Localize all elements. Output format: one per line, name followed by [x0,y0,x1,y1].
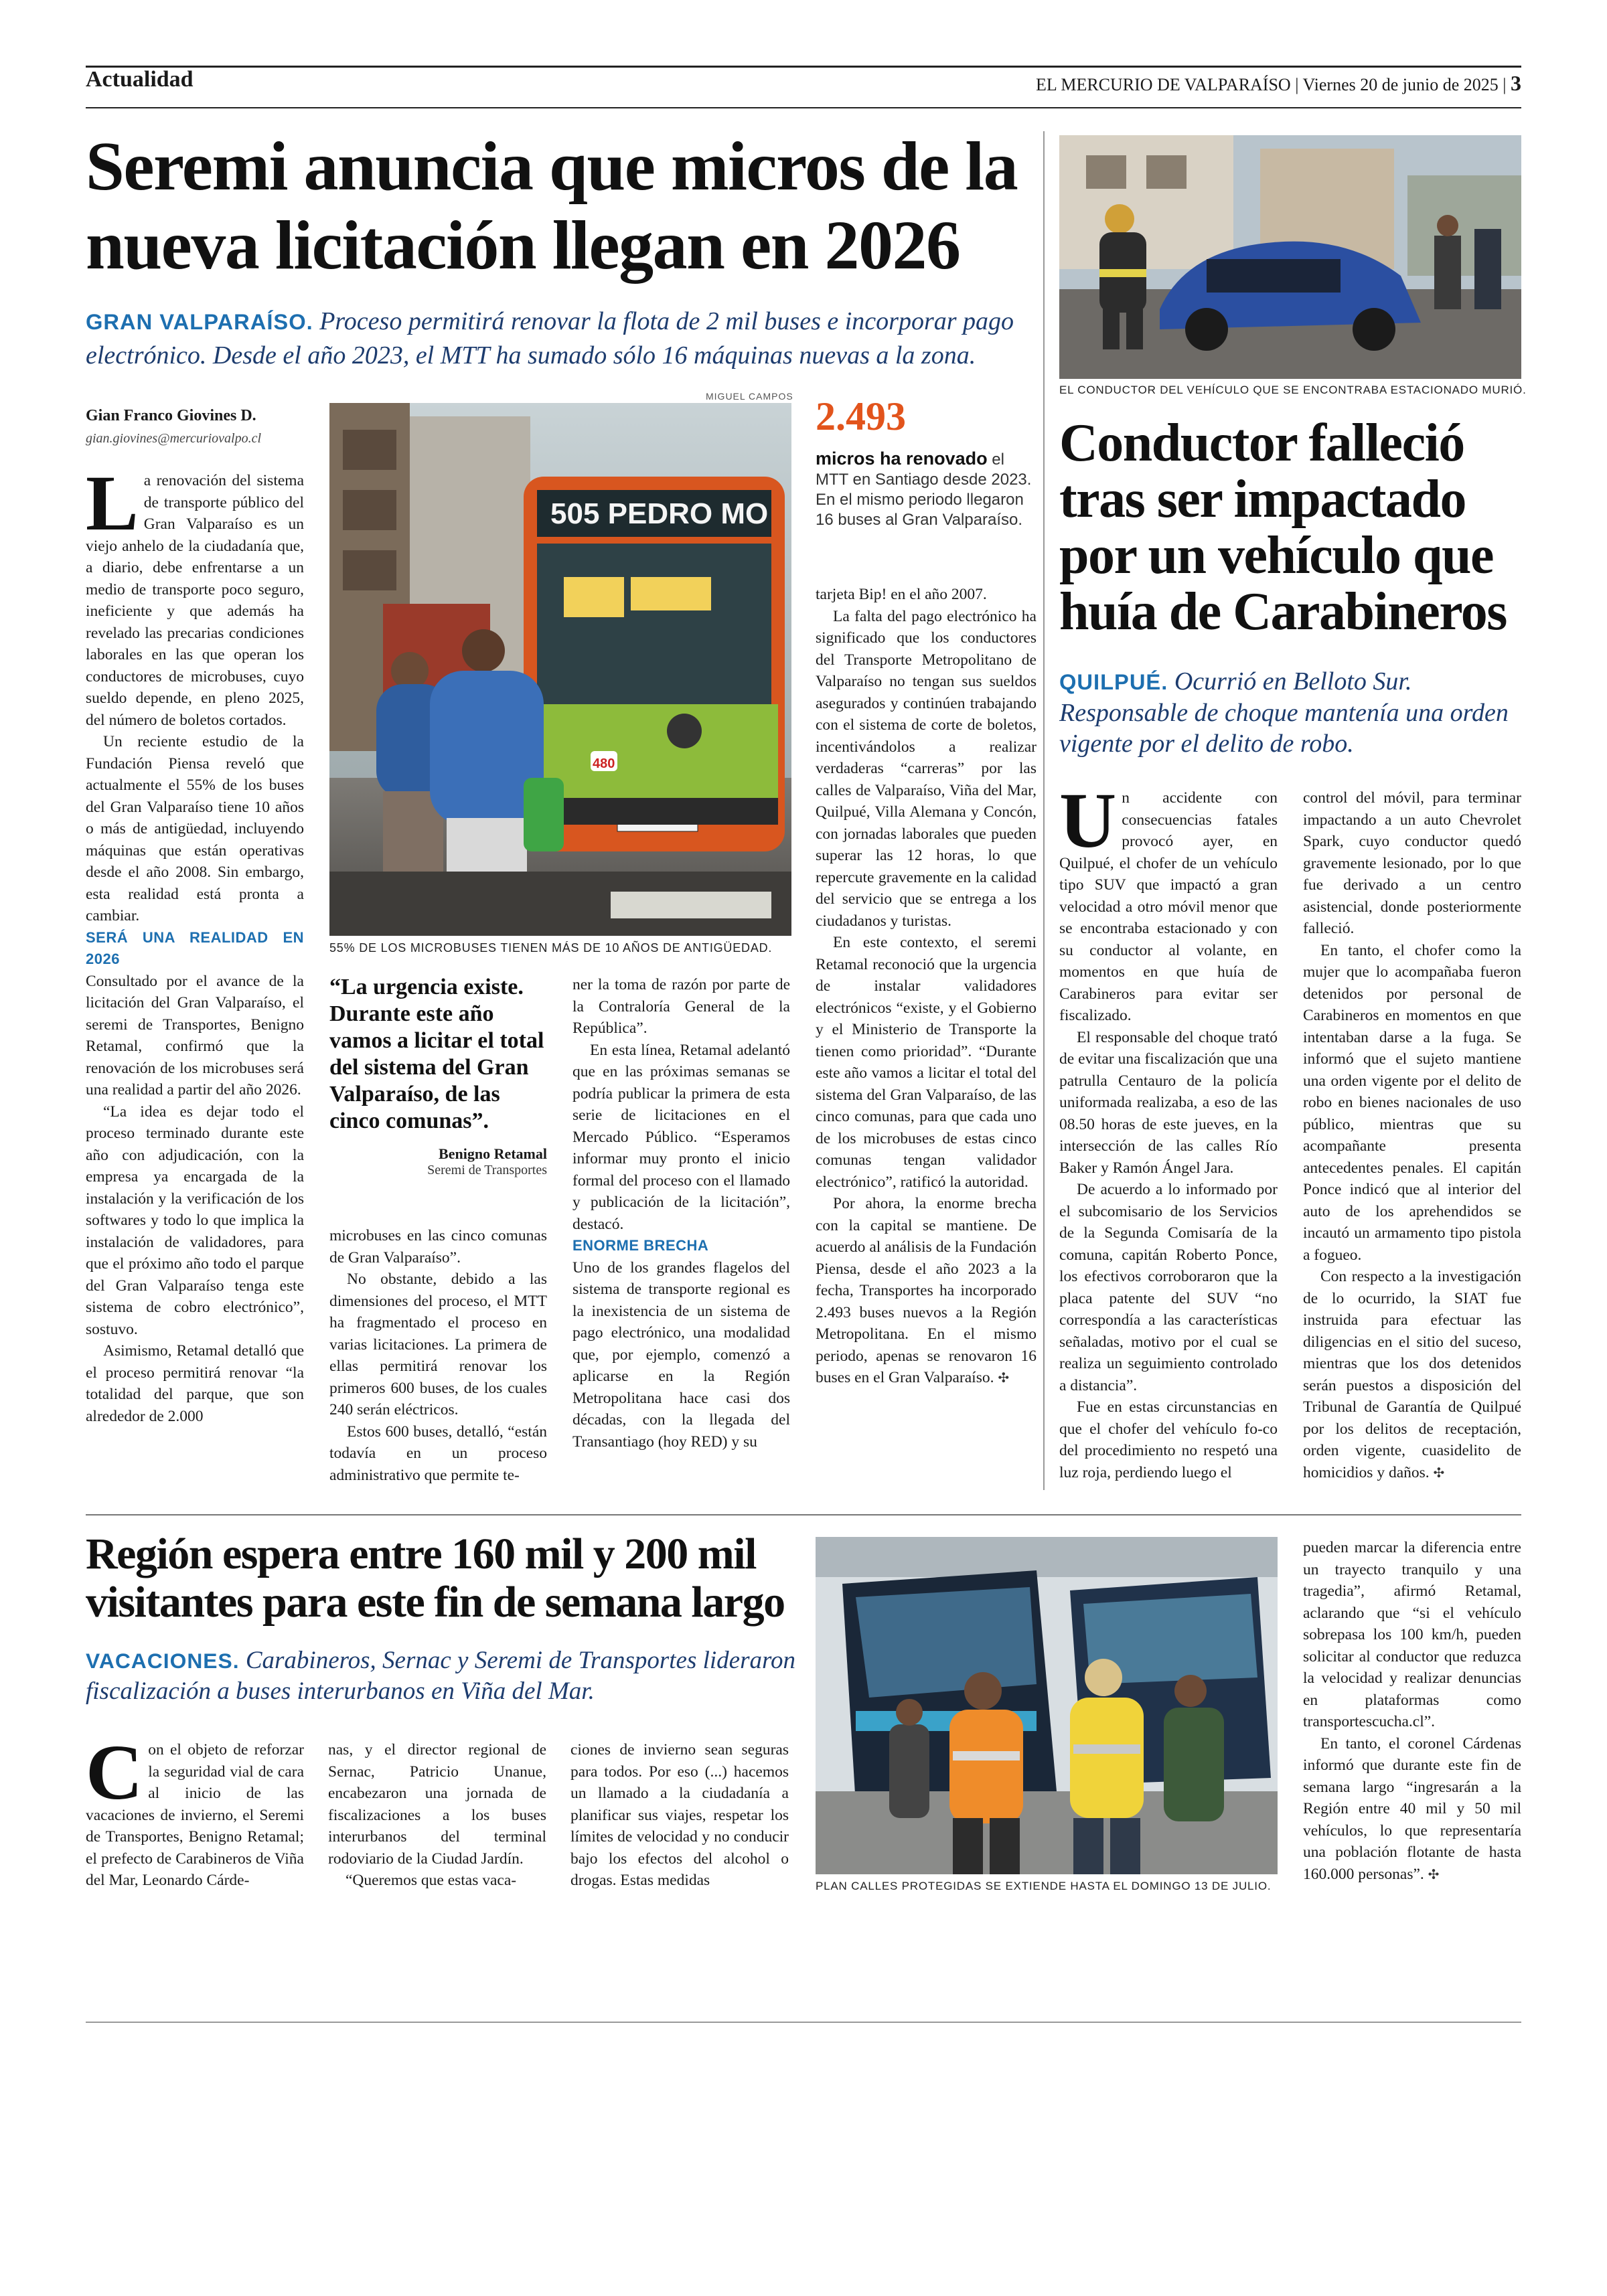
paragraph: No obstante, debido a las dimensiones del proceso, el MTT ha fragmentado el proceso en varias licitaciones. La primera de ellas permitirá renovar los primeros 600 buses, de los cuales 240 serán eléctricos. [329,1270,547,1418]
paragraph [1059,776,1278,1027]
top-rule [86,66,1521,68]
paragraph: El responsable del choque trató de evitar una fiscalización que una patrulla Centauro de la policía uniformada realizaba, a eso de las 08.50 horas de este jueves, en la intersección de las calles Río Baker y Ramón Ángel Jara. [1059,1028,1278,1177]
bus-sign: 505 PEDRO MO [550,497,769,530]
main-column-1 [86,459,304,1427]
paragraph: De acuerdo a lo informado por el subcomisario de los Servicios de la Segunda Comisaría de la comuna, capitán Roberto Ponce, los efectivos corroboraron que la placa patente del SUV “no correspondía a las características señaladas, motivo por el cual se realiza un seguimiento controlado a distancia”. [1059,1181,1278,1394]
bottom-lede [86,1645,816,1707]
footer-rule [86,2022,1521,2023]
paragraph-text: on el objeto de reforzar la seguridad vial de cara al inicio de las vacaciones de invierno, el Seremi de Transportes, Benigno Retamal; el prefecto de Carabineros de Viña del Mar, Leonardo Cárde- [86,1741,304,1889]
crash-photo-illustration [1059,135,1521,379]
photo-credit: MIGUEL CAMPOS [706,391,793,402]
page-number: 3 [1511,71,1521,95]
bottom-column-2 [328,1739,546,1892]
paragraph [86,1728,304,1892]
paragraph: Un reciente estudio de la Fundación Piensa reveló que actualmente el 55% de los buses del Gran Valparaíso tiene 10 años o más de antigüedad, incluyendo máquinas que están operativas desde el año 2008. Sin embargo, esta realidad está pronta a cambiar. [86,733,304,924]
paragraph [816,1193,1037,1389]
masthead-sep: | [1295,75,1303,94]
side-headline-line: por un vehículo que [1059,526,1493,585]
side-headline [1059,415,1521,640]
side-headline-line: Conductor falleció [1059,414,1464,473]
header-rule [86,107,1521,108]
pull-quote-role: Seremi de Transportes [427,1163,547,1177]
paper-name: EL MERCURIO DE VALPARAÍSO [1036,75,1291,94]
bus-photo-illustration [329,403,791,936]
dropcap: L [86,459,139,547]
paragraph: nas, y el director regional de Sernac, Patricio Unanue, encabezaron una jornada de fiscalizaciones a los buses interurbanos del terminal rodoviario de la Ciudad Jardín. [328,1741,546,1868]
paragraph-text: a renovación del sistema de transporte público del Gran Valparaíso es un viejo anhelo de la ciudadanía que, a diario, debe enfrentarse a un medio de transporte poco seguro, ineficiente y que además ha revelado las precarias condiciones laborales en las que operan los conductores de microbuses, cuyo sueldo depende, en pleno 2025, del número de boletos cortados. [86,472,304,729]
paragraph: ner la toma de razón por parte de la Contraloría General de la República”. [572,976,790,1037]
paragraph: En este contexto, el seremi Retamal reconoció que la urgencia de instalar validadores electrónicos “existe, y el Gobierno y el Ministerio de Transporte la tienen como prioridad”. “Durante este año vamos a licitar el total del sistema del Gran Valparaíso, de las cinco comunas, para que cada uno de los microbuses de estas cinco comunas tengan validador electrónico”, ratificó la autoridad. [816,934,1037,1191]
side-photo [1059,135,1521,379]
side-column-1 [1059,776,1278,1483]
masthead [1036,71,1521,96]
side-lede-text: Ocurrió en Belloto Sur. Responsable de choque mantenía una orden vigente por el delito de robo. [1059,667,1509,758]
main-column-3 [572,974,790,1453]
paragraph: Estos 600 buses, detalló, “están todavía en un proceso administrativo que permite te- [329,1422,547,1484]
stat-text: el MTT en Santiago desde 2023. En el mismo periodo llegaron 16 buses al Gran Valparaíso. [816,450,1032,529]
paragraph [86,459,304,731]
bottom-column-4 [1303,1537,1521,1885]
paragraph: Consultado por el avance de la licitación del Gran Valparaíso, el seremi de Transportes, Benigno Retamal, confirmó que la renovación de los microbuses será una realidad a partir del año 2026. [86,972,304,1098]
bottom-lede-text: Carabineros, Sernac y Seremi de Transportes lideraron fiscalización a buses interurbanos en Viña del Mar. [86,1647,795,1705]
stat-box [816,448,1037,530]
paragraph: “La idea es dejar todo el proceso terminado durante este año con adjudicación, con la empresa ya encargada de la instalación y la verificación de los softwares y todo lo que implica la instalación de validadores, para que el próximo año todo el parque del Gran Valparaíso tenga este sistema de cobro electrónico”, sostuvo. [86,1102,304,1338]
dropcap: U [1059,776,1117,864]
side-photo-caption: EL CONDUCTOR DEL VEHÍCULO QUE SE ENCONTRABA ESTACIONADO MURIÓ. [1059,384,1527,396]
paragraph-text: En tanto, el coronel Cárdenas informó que durante este fin de semana largo “ingresarán a la Región entre 40 mil y 50 mil vehículos, lo que representaría una población flotante de hasta 160.000 personas”. [1303,1734,1521,1883]
paragraph: En esta línea, Retamal adelantó que en las próximas semanas se podría publicar la primera de esta serie de licitaciones en el Mercado Público. “Esperamos informar muy pronto el inicio formal del proceso con el llamado y publicación de la licitación”, destacó. [572,1041,790,1233]
paragraph [1303,1266,1521,1483]
bus-number: 480 [593,756,615,771]
column-divider [1043,131,1045,1490]
stat-bold: micros ha renovado [816,448,988,469]
pull-quote-text: “La urgencia existe. Durante este año vamos a licitar el total del sistema del Gran Valparaíso, de las cinco comunas”. [329,975,544,1133]
paragraph-text: Con respecto a la investigación de lo ocurrido, la SIAT fue instruida para efectuar las diligencias en el sitio del suceso, mientras que los dos detenidos serán puestos a disposición del Tribunal de Garantía de Quilpué por los delitos de receptación, orden vigente, cuasidelito de homicidios y daños. [1303,1268,1521,1481]
paragraph: tarjeta Bip! en el año 2007. [816,586,987,603]
dropcap: C [86,1728,143,1816]
paragraph: Fue en estas circunstancias en que el chofer del vehículo fo-co del procedimiento no respetó una luz roja, perdiendo luego el [1059,1398,1278,1481]
end-mark-icon: ✣ [998,1370,1010,1386]
side-headline-line: huía de Carabineros [1059,582,1507,641]
side-tag: QUILPUÉ. [1059,669,1168,694]
paragraph: microbuses en las cinco comunas de Gran Valparaíso”. [329,1227,547,1266]
masthead-sep: | [1503,75,1511,94]
paragraph: control del móvil, para terminar impactando a un auto Chevrolet Spark, cuyo conductor quedó gravemente lesionado, por lo que fue derivado a un centro asistencial, donde posteriormente falleció. [1303,789,1521,937]
bottom-column-1 [86,1728,304,1892]
side-headline-line: tras ser impactado [1059,470,1466,529]
paragraph: Uno de los grandes flagelos del sistema de transporte regional es la inexistencia de un sistema de pago electrónico, una modalidad que, por ejemplo, comenzó a aplicarse en la Región Metropolitana hace casi dos décadas, con la llegada del Transantiago (hoy RED) y su [572,1258,790,1451]
bottom-photo-caption: PLAN CALLES PROTEGIDAS SE EXTIENDE HASTA EL DOMINGO 13 DE JULIO. [816,1880,1272,1892]
bottom-headline-line: Región espera entre 160 mil y 200 mil [86,1530,756,1578]
paragraph: “Queremos que estas vaca- [346,1872,517,1889]
pull-quote-name: Benigno Retamal [439,1145,547,1162]
bottom-photo [816,1537,1278,1874]
main-tag: GRAN VALPARAÍSO. [86,309,313,334]
paragraph-text: n accidente con consecuencias fatales provocó ayer, en Quilpué, el chofer de un vehículo tipo SUV que impactó a gran velocidad a otro móvil menor que se encontraba estacionado y con su conductor al volante, en momentos en que huía de Carabineros para evitar ser fiscalizado. [1059,789,1278,1024]
main-headline-line: Seremi anuncia que micros de la [86,128,1018,205]
main-headline-line: nueva licitación llegan en 2026 [86,207,960,284]
main-headline [86,127,1043,285]
main-photo-caption: 55% DE LOS MICROBUSES TIENEN MÁS DE 10 AÑOS DE ANTIGÜEDAD. [329,941,773,955]
paragraph: pueden marcar la diferencia entre un trayecto tranquilo y una tragedia”, afirmó Retamal, aclarando que “si el vehículo sobrepasa los 100 km/h, pueden solicitar al conductor que reduzca la velocidad y realizar denuncias en plataformas como transportescucha.cl”. [1303,1539,1521,1730]
paragraph: La falta del pago electrónico ha significado que los conductores del Transporte Metropolitano de Valparaíso no tengan sus sueldos asegurados y continúen trabajando con el sistema de corte de boletos, incentivándolos a realizar verdaderas “carreras” por las calles de Valparaíso, Viña del Mar, Quilpué, Villa Alemana y Concón, con jornadas laborales que pueden superar las 12 horas, lo que repercute gravemente en la calidad del servicio que se entrega a los ciudadanos y turistas. [816,607,1037,930]
main-lede-text: Proceso permitirá renovar la flota de 2 mil buses e incorporar pago electrónico. Desde el año 2023, el MTT ha sumado sólo 16 máquinas nuevas a la zona. [86,307,1014,370]
paragraph-text: Por ahora, la enorme brecha con la capital se mantiene. De acuerdo al análisis de la Fundación Piensa, desde el año 2023 a la fecha, Transportes ha incorporado 2.493 buses nuevos a la Región Metropolitana. En el mismo periodo, apenas se renovaron 16 buses en el Gran Valparaíso. [816,1195,1037,1386]
subhead-realidad: SERÁ UNA REALIDAD EN 2026 [86,928,304,967]
end-mark-icon: ✣ [1433,1464,1445,1481]
main-column-2 [329,1225,547,1486]
paragraph: Asimismo, Retamal detalló que el proceso permitirá renovar “la totalidad del parque, que son alrededor de 2.000 [86,1342,304,1425]
subhead-brecha: ENORME BRECHA [572,1237,709,1254]
issue-date: Viernes 20 de junio de 2025 [1302,75,1499,94]
bottom-headline-line: visitantes para este fin de semana largo [86,1578,785,1627]
author-email: gian.giovines@mercuriovalpo.cl [86,431,262,446]
pull-quote [329,974,547,1178]
side-column-2 [1303,787,1521,1483]
end-mark-icon: ✣ [1428,1866,1440,1882]
bottom-headline [86,1530,816,1627]
section-label: Actualidad [86,67,194,92]
side-lede [1059,666,1521,759]
bottom-section-rule [86,1514,1521,1515]
main-photo [329,403,791,936]
bottom-column-3 [570,1739,789,1892]
paragraph: En tanto, el chofer como la mujer que lo acompañaba fueron detenidos por personal de Carabineros en momentos en que intentaban darse a la fuga. Se informó que el sujeto mantiene una orden vigente por el delito de robo en bienes nacionales de uso público, mientras que su acompañante presenta antecedentes penales. El capitán Ponce indicó que al interior del auto de los aprehendidos se incautó un armamento tipo pistola a fogueo. [1303,941,1521,1264]
paragraph: ciones de invierno sean seguras para todos. Por eso (...) hacemos un llamado a la ciudadanía a planificar sus viajes, respetar los límites de velocidad y no conducir bajo los efectos del alcohol o drogas. Estas medidas [570,1741,789,1889]
stat-number: 2.493 [816,394,906,438]
paragraph [1303,1733,1521,1886]
main-column-4 [816,584,1037,1389]
main-lede [86,305,1037,372]
bus-terminal-illustration [816,1537,1278,1874]
bottom-tag: VACACIONES. [86,1649,240,1673]
byline: Gian Franco Giovines D. [86,407,256,424]
